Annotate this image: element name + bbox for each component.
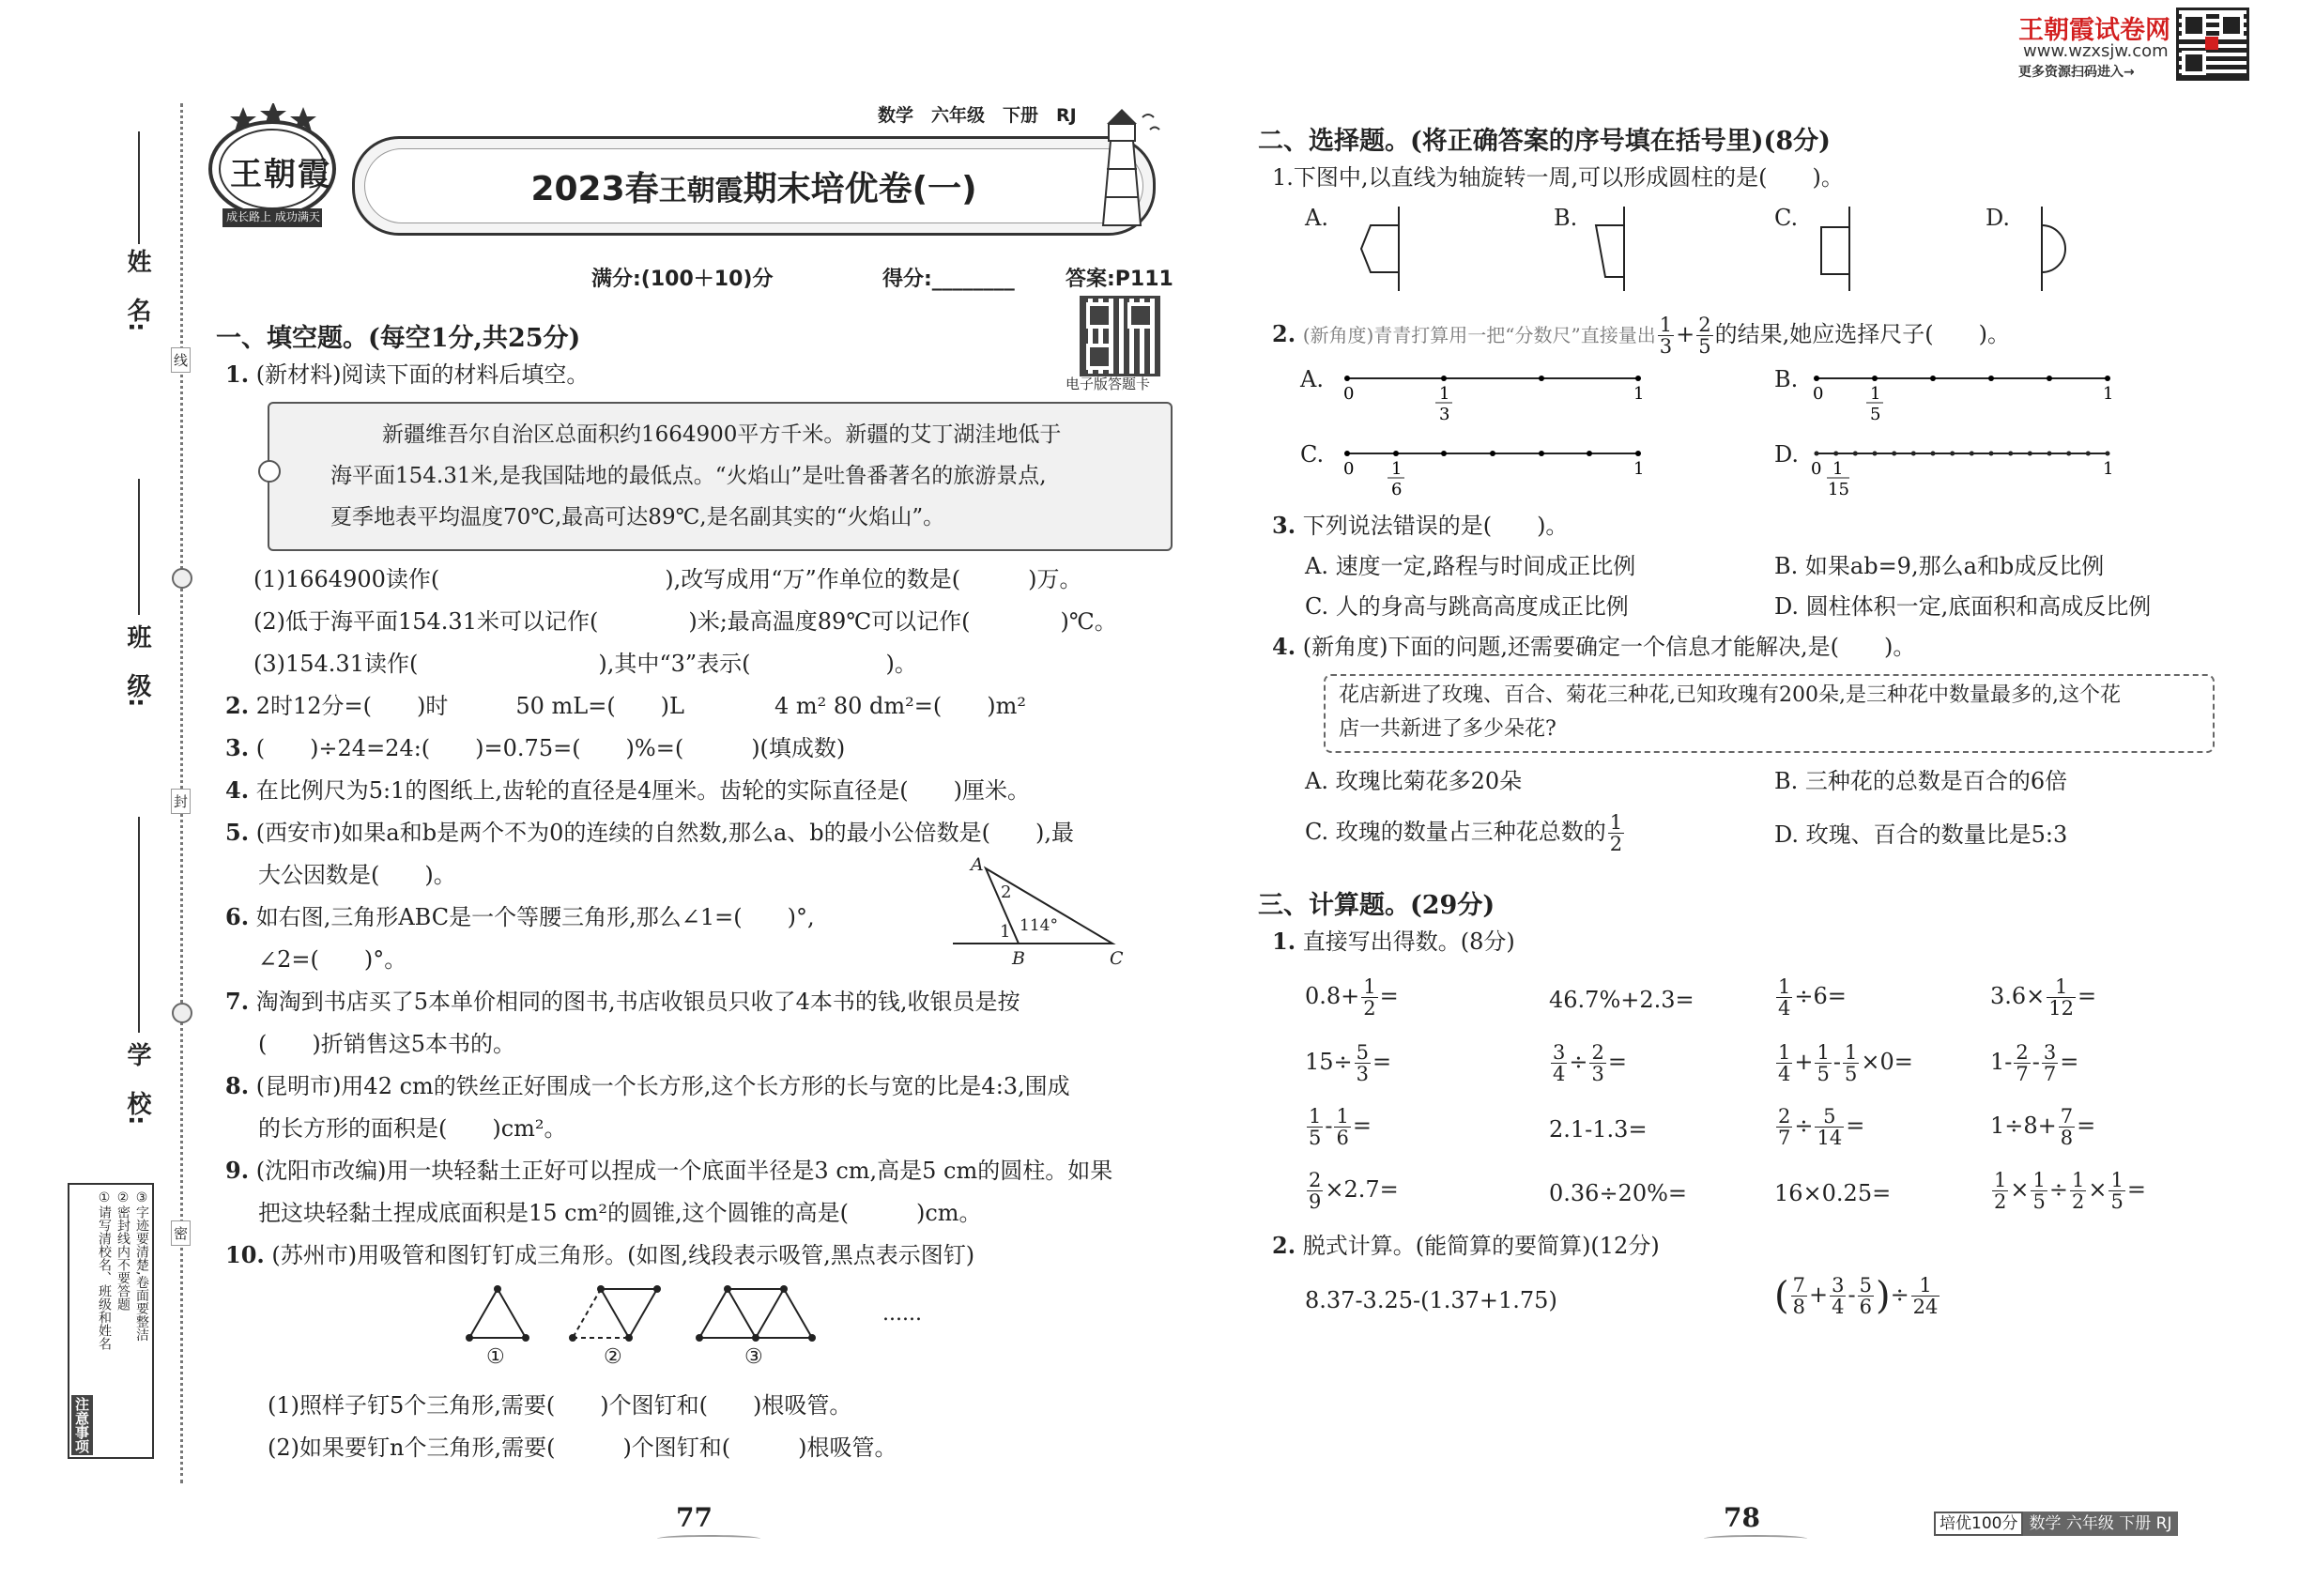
s1-q8: 8. (昆明市)用42 cm的铁丝正好围成一个长方形,这个长方形的长与宽的比是4:3,围成 [225,1072,1070,1099]
s2-q3-opt-c: C. 人的身高与跳高高度成正比例 [1305,593,1629,620]
footer-badge [1934,1510,2178,1533]
svg-text:1: 1 [1633,384,1645,404]
s2-q4-opt-a: A. 玫瑰比菊花多20朵 [1305,768,1523,794]
s2-q1: 1.下图中,以直线为轴旋转一周,可以形成圆柱的是( )。 [1272,164,1844,191]
title-brand: 王朝霞 [658,175,744,207]
material-line-2: 海平面154.31米,是我国陆地的最低点。“火焰山”是吐鲁番著名的旅游景点, [330,464,1047,488]
svg-text:3: 3 [1439,405,1450,424]
s2-q3-opt-a: A. 速度一定,路程与时间成正比例 [1305,553,1636,579]
s2-q4-opt-d: D. 玫瑰、百合的数量比是5:3 [1774,821,2068,848]
s1-q10-1: (1)照样子钉5个三角形,需要( )个图钉和( )根吸管。 [268,1392,852,1419]
triangle-abc-figure [948,854,1136,972]
s1-q7: 7. 淘淘到书店买了5本单价相同的图书,书店收银员只收了4本书的钱,收银员是按 [225,988,1020,1015]
svg-text:0: 0 [1811,459,1822,479]
s1-q6: 6. 如右图,三角形ABC是一个等腰三角形,那么∠1=( )°, [225,903,815,930]
ruler-a-label: A. [1300,366,1324,392]
binding-char-mi: 密 [171,1220,191,1246]
svg-text:5: 5 [1870,405,1881,424]
calc-r1-c2: 46.7%+2.3= [1549,987,1694,1013]
shape-c-rectangle [1802,207,1878,291]
calc-r3-c4: 1÷8+ $\frac{7}{8}$ = [1990,1105,2096,1149]
section2-title: 二、选择题。(将正确答案的序号填在括号里)(8分) [1258,127,1831,156]
label-a: A [971,854,984,875]
svg-text:1: 1 [1832,459,1844,479]
binding-circle-2 [172,1003,192,1023]
s1-q1-1: (1)1664900读作( ),改写成用“万”作单位的数是( )万。 [253,566,1082,592]
svg-text:1: 1 [1439,384,1450,404]
calc-r2-c4: 1- $\frac{2}{7}$ - $\frac{3}{7}$ = [1990,1041,2079,1085]
calc-r1-c3: $\frac{1}{4}$ ÷6= [1778,975,1847,1020]
section3-title: 三、计算题。(29分) [1258,891,1495,920]
svg-text:1: 1 [1633,459,1645,479]
page-number-left: 77 [676,1502,713,1533]
page-number-right: 78 [1724,1502,1760,1533]
material-line-1: 新疆维吾尔自治区总面积约1664900平方千米。新疆的艾丁湖洼地低于 [382,422,1062,447]
opt-c-label: C. [1774,205,1799,231]
calc-r2-c3: $\frac{1}{4}$ + $\frac{1}{5}$ - $\frac{1}{5}$ ×0= [1778,1041,1913,1085]
calc-r4-c4: $\frac{1}{2}$ × $\frac{1}{5}$ ÷ $\frac{1}{2}$ × $\frac{1}{5}$ = [1994,1169,2146,1213]
section1-title: 一、填空题。(每空1分,共25分) [216,324,581,353]
straw-triangles-figure [460,1281,948,1375]
s2-q4-opt-b: B. 三种花的总数是百合的6倍 [1774,768,2068,794]
class-label: 班 级: [123,624,151,708]
material-line-3: 夏季地表平均温度70℃,最高可达89℃,是名副其实的“火焰山”。 [330,505,945,529]
subject-line: 数学 六年级 下册 RJ [878,105,1077,126]
fig-ellipsis: ...... [882,1302,922,1326]
shape-d-semicircle [2018,207,2093,291]
site-url[interactable]: www.wzxsjw.com [2023,41,2169,61]
s1-q2: 2. 2时12分=( )时 50 mL=( )L 4 m² 80 dm²=( )m² [225,692,1027,719]
s2-q4: 4. (新角度)下面的问题,还需要确定一个信息才能解决,是( )。 [1272,633,1916,660]
s2-q2: 2. (新角度)青青打算用一把“分数尺”直接量出 $\frac{1}{3}$ + $\frac{2}{5}$ 的结果,她应选择尺子( )。 [1272,314,2010,358]
s1-q4: 4. 在比例尺为5:1的图纸上,齿轮的直径是4厘米。齿轮的实际直径是( )厘米。 [225,776,1030,804]
calc-r3-c2: 2.1-1.3= [1549,1116,1648,1143]
notes-title: 注意事项 [71,1395,93,1455]
title-banner [352,136,1156,236]
s1-q9-cont: 把这块轻黏土捏成底面积是15 cm²的圆锥,这个圆锥的高是( )cm。 [258,1200,982,1226]
opt-b-label: B. [1554,205,1578,231]
calc-step-b: ( $\frac{7}{8}$ + $\frac{3}{4}$ - $\frac{5}{6}$ )÷ $\frac{1}{24}$ [1774,1274,1939,1318]
s2-q3-opt-d: D. 圆柱体积一定,底面积和高成反比例 [1774,593,2152,620]
s1-q7-cont: ( )折销售这5本书的。 [258,1031,515,1057]
footer-wave-right [1704,1535,1807,1542]
s1-q10: 10. (苏州市)用吸管和图钉钉成三角形。(如图,线段表示吸管,黑点表示图钉) [225,1241,975,1268]
shape-b-trapezoid [1587,207,1662,291]
qr-caption: 电子版答题卡 [1066,376,1151,392]
s1-q8-cont: 的长方形的面积是( )cm²。 [258,1115,567,1142]
lighthouse-icon [1084,103,1169,234]
s1-q6-cont: ∠2=( )°。 [258,946,407,973]
calc-r4-c2: 0.36÷20%= [1549,1180,1687,1206]
logo-badge [202,103,343,230]
footer-badge-rest: 数学 六年级 下册 RJ [2023,1512,2177,1536]
s1-q5-cont: 大公因数是( )。 [258,862,456,888]
site-note: 更多资源扫码进入→ [2018,65,2135,80]
calc-r2-c2: $\frac{3}{4}$ ÷ $\frac{2}{3}$ = [1553,1041,1627,1085]
svg-text:1: 1 [1870,384,1881,404]
site-qr-code[interactable] [2176,8,2249,81]
s1-q10-2: (2)如果要钉n个三角形,需要( )个图钉和( )根吸管。 [268,1435,897,1461]
angle-2-label: 2 [1001,882,1012,902]
material-box [268,402,1173,551]
answer-qr-code[interactable] [1080,296,1160,376]
s2-q4-box [1324,674,2215,753]
s1-q3: 3. ( )÷24=24:( )=0.75=( )%=( )(填成数) [225,734,846,761]
binding-char-feng: 封 [171,789,191,814]
exam-title: 2023春王朝霞期末培优卷(一) [530,170,977,208]
svg-text:1: 1 [2103,459,2114,479]
calc-r3-c3: $\frac{2}{7}$ ÷ $\frac{5}{14}$ = [1778,1105,1865,1149]
s3-q2: 2. 脱式计算。(能简算的要简算)(12分) [1272,1232,1660,1259]
q4-box-line-2: 店一共新进了多少朵花? [1339,717,1556,741]
calc-r4-c3: 16×0.25= [1774,1180,1892,1206]
fig-num-2: ② [604,1345,622,1369]
ruler-b [1807,371,2117,427]
school-label: 学 校: [123,1042,151,1126]
notes-box [68,1183,154,1459]
name-line [138,131,140,244]
label-c: C [1110,948,1124,969]
angle-114-label: 114° [1020,916,1058,935]
calc-r3-c1: $\frac{1}{5}$ - $\frac{1}{6}$ = [1309,1105,1372,1149]
s1-q1: 1. (新材料)阅读下面的材料后填空。 [225,361,590,388]
answer-ref: 答案:P111 [1066,268,1173,291]
svg-text:15: 15 [1828,480,1849,499]
s1-q1-3: (3)154.31读作( ),其中“3”表示( )。 [253,651,917,677]
calc-r1-c1: 0.8+ $\frac{1}{2}$ = [1305,975,1399,1020]
s3-q1: 1. 直接写出得数。(8分) [1272,928,1515,955]
name-label: 姓 名: [123,249,151,332]
s1-q9: 9. (沈阳市改编)用一块轻黏土正好可以捏成一个底面半径是3 cm,高是5 cm的圆柱。如果 [225,1157,1113,1184]
label-b: B [1012,948,1025,969]
site-name[interactable]: 王朝霞试卷网 [2018,16,2170,45]
q4-box-line-1: 花店新进了玫瑰、百合、菊花三种花,已知玫瑰有200朵,是三种花中数量最多的,这个花 [1339,683,2121,707]
note-1: ①请写清校名、班级和姓名 [97,1190,112,1350]
calc-r2-c1: 15÷ $\frac{5}{3}$ = [1305,1041,1392,1085]
svg-text:6: 6 [1391,480,1403,499]
ruler-a [1338,371,1648,427]
footer-badge-main: 培优100分 [1934,1512,2023,1536]
calc-r4-c1: $\frac{2}{9}$ ×2.7= [1309,1169,1399,1213]
tag-hole-icon [258,460,281,483]
svg-text:1: 1 [2103,384,2114,404]
logo-ribbon: 成长路上 成功满天 [226,210,320,223]
angle-1-label: 1 [1000,922,1011,942]
svg-text:0: 0 [1343,384,1355,404]
s2-q3: 3. 下列说法错误的是( )。 [1272,512,1569,539]
svg-text:1: 1 [1391,459,1403,479]
note-3: ③字迹要清楚,卷面要整洁 [134,1190,149,1342]
footer-wave-left [657,1535,760,1542]
svg-text:0: 0 [1343,459,1355,479]
score-field[interactable]: 得分:________ [882,268,1015,291]
s2-q4-opt-c: C. 玫瑰的数量占三种花总数的 $\frac{1}{2}$ [1305,811,1623,855]
s2-q3-opt-b: B. 如果ab=9,那么a和b成反比例 [1774,553,2105,579]
fig-num-3: ③ [744,1345,763,1369]
s1-q1-2: (2)低于海平面154.31米可以记作( )米;最高温度89℃可以记作( )℃。 [253,608,1117,635]
school-line [138,817,140,1033]
binding-char-xian: 线 [171,347,191,373]
opt-d-label: D. [1986,205,2011,231]
shape-a-trapezoid [1342,207,1418,291]
ruler-c-label: C. [1300,441,1325,468]
class-line [138,479,140,615]
s1-q5: 5. (西安市)如果a和b是两个不为0的连续的自然数,那么a、b的最小公倍数是( ),最 [225,819,1075,846]
binding-circle-1 [172,568,192,589]
ruler-b-label: B. [1774,366,1799,392]
calc-r1-c4: 3.6× $\frac{1}{12}$ = [1990,975,2097,1020]
calc-step-a: 8.37-3.25-(1.37+1.75) [1305,1287,1557,1313]
ruler-d [1807,446,2117,502]
ruler-c [1338,446,1648,502]
note-2: ②密封线内不要答题 [115,1190,130,1311]
s2-q1-options [1305,202,2131,296]
full-score: 满分:(100＋10)分 [591,268,774,291]
fig-num-1: ① [486,1345,505,1369]
ruler-d-label: D. [1774,441,1800,468]
logo-text: 王朝霞 [230,156,331,193]
svg-text:0: 0 [1813,384,1824,404]
ruler-options [1300,366,2126,512]
opt-a-label: A. [1305,205,1328,231]
